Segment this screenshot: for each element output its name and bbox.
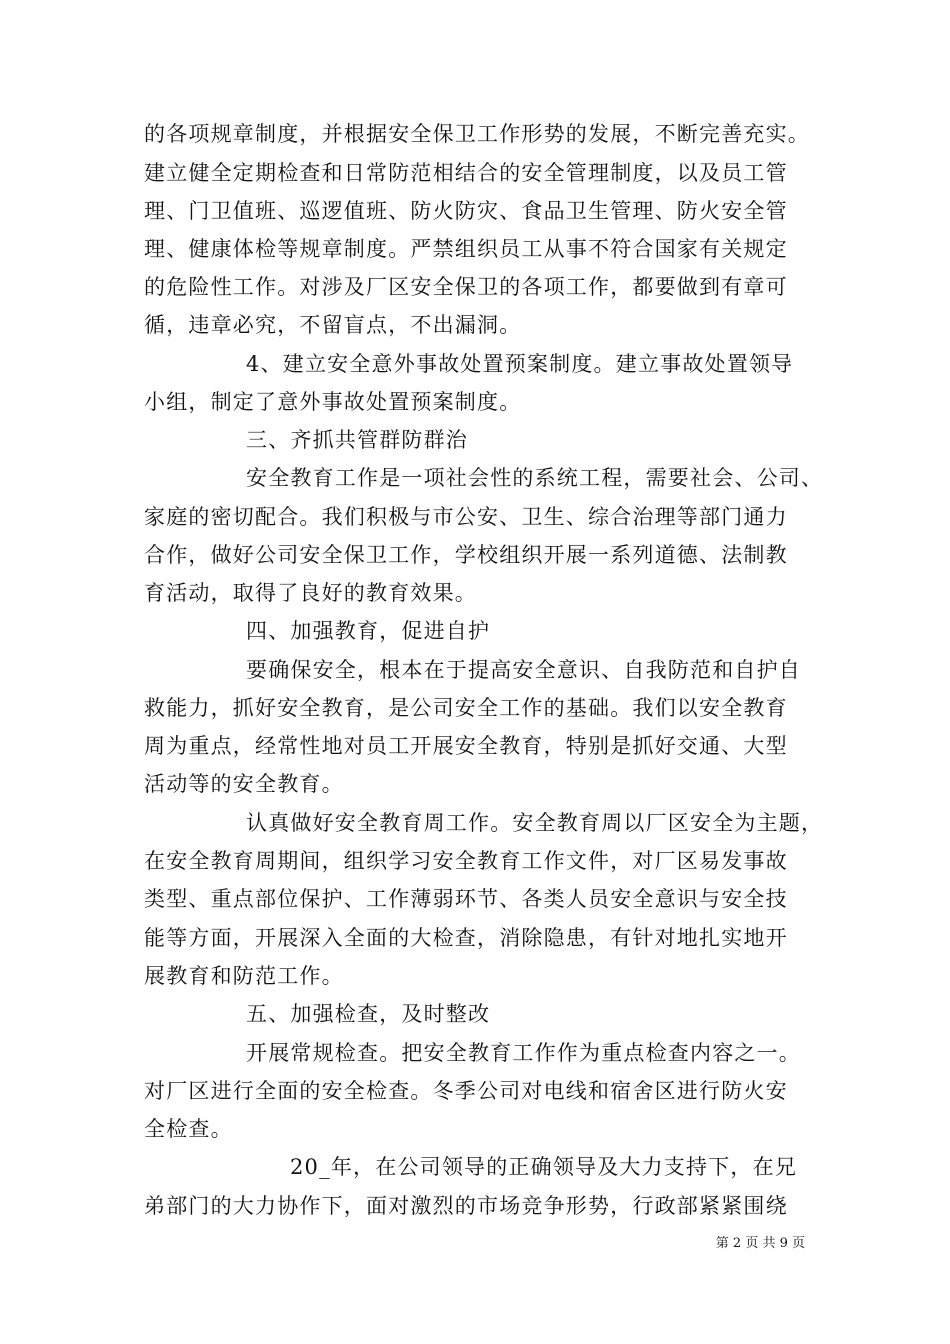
- section-heading: 五、加强检查，及时整改: [246, 1002, 491, 1026]
- text-line: 理、门卫值班、巡逻值班、防火防灾、食品卫生管理、防火安全管: [144, 199, 788, 223]
- text-line: 4、建立安全意外事故处置预案制度。建立事故处置领导: [246, 352, 794, 376]
- page-number: 第 2 页 共 9 页: [715, 1236, 805, 1251]
- text-line: 认真做好安全教育周工作。安全教育周以厂区安全为主题，: [246, 811, 824, 835]
- section-heading: 三、齐抓共管群防群治: [246, 428, 468, 452]
- text-line: 要确保安全，根本在于提高安全意识、自我防范和自护自: [246, 658, 801, 682]
- text-line: 安全教育工作是一项社会性的系统工程，需要社会、公司、: [246, 466, 824, 490]
- text-line: 育活动，取得了良好的教育效果。: [144, 581, 477, 605]
- section-heading: 四、加强教育，促进自护: [246, 619, 491, 643]
- text-line: 展教育和防范工作。: [144, 964, 344, 988]
- text-line: 小组，制定了意外事故处置预案制度。: [144, 390, 522, 414]
- text-line: 理、健康体检等规章制度。严禁组织员工从事不符合国家有关规定: [144, 237, 788, 261]
- text-line: 对厂区进行全面的安全检查。冬季公司对电线和宿舍区进行防火安: [144, 1079, 788, 1103]
- text-line: 弟部门的大力协作下，面对激烈的市场竞争形势，行政部紧紧围绕: [144, 1194, 788, 1218]
- text-line: 类型、重点部位保护、工作薄弱环节、各类人员安全意识与安全技: [144, 887, 788, 911]
- text-line: 的危险性工作。对涉及厂区安全保卫的各项工作，都要做到有章可: [144, 275, 788, 299]
- text-line: 周为重点，经常性地对员工开展安全教育，特别是抓好交通、大型: [144, 734, 788, 758]
- text-line: 开展常规检查。把安全教育工作作为重点检查内容之一。: [246, 1041, 801, 1065]
- text-line: 救能力，抓好安全教育，是公司安全工作的基础。我们以安全教育: [144, 696, 788, 720]
- text-line: 20_年，在公司领导的正确领导及大力支持下，在兄: [290, 1155, 798, 1179]
- text-line: 在安全教育周期间，组织学习安全教育工作文件，对厂区易发事故: [144, 849, 788, 873]
- text-line: 活动等的安全教育。: [144, 772, 344, 796]
- text-line: 建立健全定期检查和日常防范相结合的安全管理制度，以及员工管: [144, 161, 788, 185]
- text-line: 家庭的密切配合。我们积极与市公安、卫生、综合治理等部门通力: [144, 505, 788, 529]
- text-line: 的各项规章制度，并根据安全保卫工作形势的发展，不断完善充实。: [144, 122, 810, 146]
- text-line: 能等方面，开展深入全面的大检查，消除隐患，有针对地扎实地开: [144, 926, 788, 950]
- text-line: 全检查。: [144, 1117, 233, 1141]
- text-line: 循，违章必究，不留盲点，不出漏洞。: [144, 313, 522, 337]
- text-line: 合作，做好公司安全保卫工作，学校组织开展一系列道德、法制教: [144, 543, 788, 567]
